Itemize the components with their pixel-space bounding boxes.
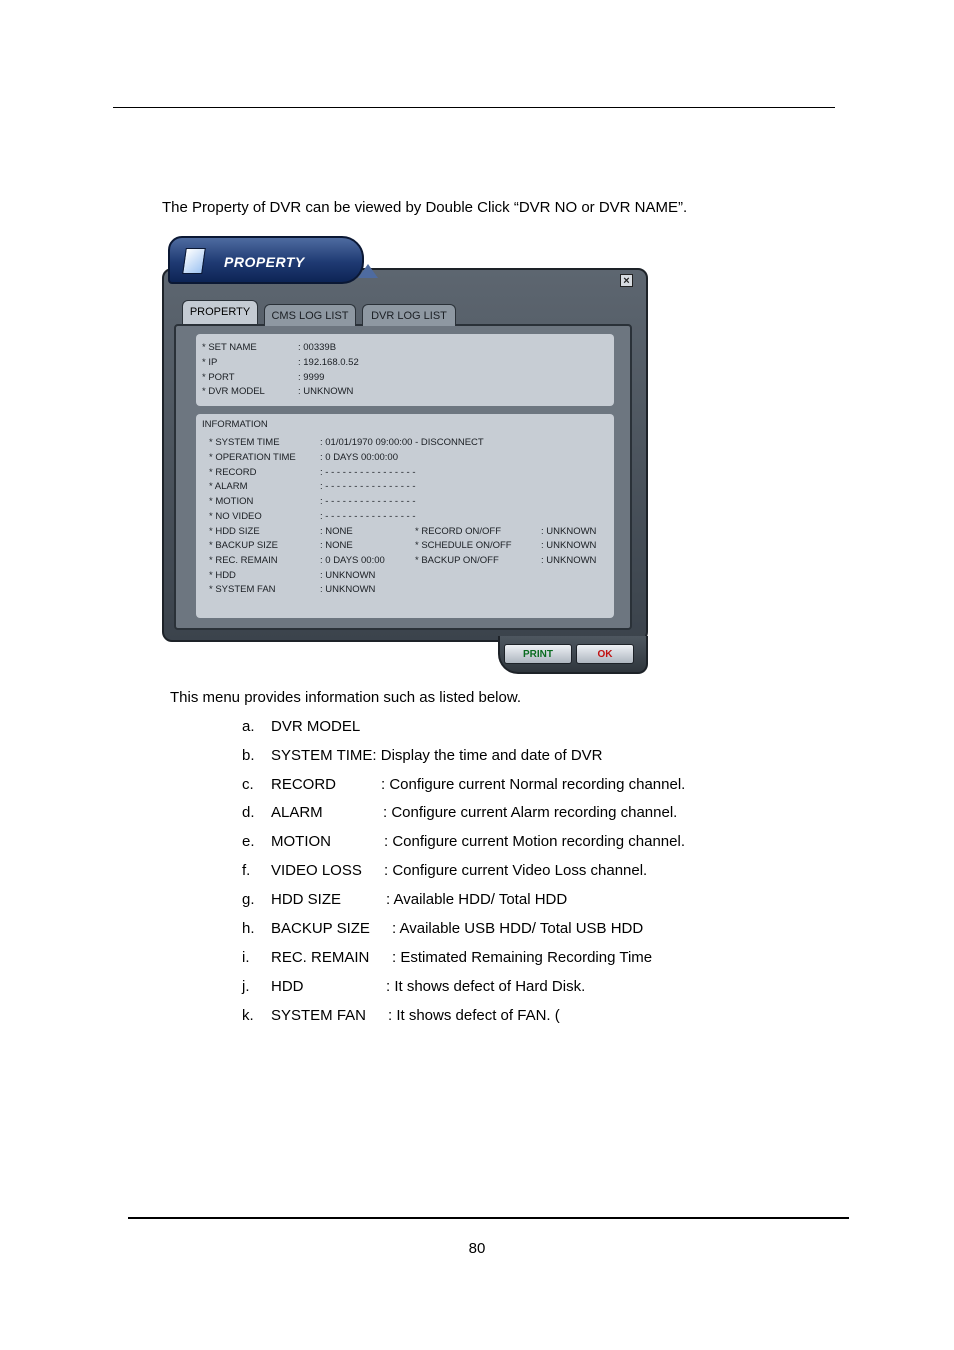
list-item-term: DVR MODEL: [271, 718, 361, 735]
record-value: : - - - - - - - - - - - - - - - -: [320, 467, 416, 478]
list-item-desc: : Estimated Remaining Recording Time: [392, 949, 653, 966]
schedule-onoff-label: * SCHEDULE ON/OFF: [415, 540, 512, 551]
intro-text: The Property of DVR can be viewed by Double Click “DVR NO or DVR NAME”.: [162, 199, 688, 216]
list-item-letter: e.: [242, 833, 255, 850]
list-item-desc: : Available HDD/ Total HDD: [386, 891, 568, 908]
backup-size-label: * BACKUP SIZE: [209, 540, 278, 551]
information-heading: INFORMATION: [202, 419, 268, 430]
list-item-letter: f.: [242, 862, 251, 879]
document-icon: [182, 248, 206, 274]
window-title-bar: [168, 236, 364, 284]
alarm-value: : - - - - - - - - - - - - - - - -: [320, 481, 416, 492]
set-name-value: : 00339B: [298, 342, 337, 353]
header-rule: [113, 107, 835, 108]
footer-rule: [128, 1217, 849, 1219]
system-time-value: : 01/01/1970 09:00:00 - DISCONNECT: [320, 437, 484, 448]
list-item: [0, 804, 954, 826]
motion-label: * MOTION: [209, 496, 254, 507]
list-item-desc: : It shows defect of FAN. (: [388, 1007, 560, 1024]
hdd-value: : UNKNOWN: [320, 570, 376, 581]
system-fan-label: * SYSTEM FAN: [209, 584, 276, 595]
schedule-onoff-value: : UNKNOWN: [541, 540, 597, 551]
list-item-term: MOTION: [271, 833, 331, 850]
list-item-term: REC. REMAIN: [271, 949, 370, 966]
window-title: PROPERTY: [224, 254, 305, 270]
tab-cms-log-list[interactable]: CMS LOG LIST: [264, 304, 356, 326]
list-item: [0, 949, 954, 971]
alarm-label: * ALARM: [209, 481, 248, 492]
operation-time-value: : 0 DAYS 00:00:00: [320, 452, 398, 463]
list-item-desc: : Available USB HDD/ Total USB HDD: [392, 920, 644, 937]
backup-onoff-label: * BACKUP ON/OFF: [415, 555, 499, 566]
hdd-label: * HDD: [209, 570, 236, 581]
tab-dvr-log-list[interactable]: DVR LOG LIST: [362, 304, 456, 326]
list-item-term: HDD: [271, 978, 304, 995]
list-item-letter: a.: [242, 718, 255, 735]
list-item: [0, 718, 954, 740]
dvr-model-value: : UNKNOWN: [298, 386, 354, 397]
list-item-desc: : Configure current Alarm recording channel.: [383, 804, 678, 821]
rec-remain-label: * REC. REMAIN: [209, 555, 278, 566]
operation-time-label: * OPERATION TIME: [209, 452, 296, 463]
close-button[interactable]: ×: [620, 274, 633, 287]
list-item-term: ALARM: [271, 804, 323, 821]
list-item-desc: : Configure current Video Loss channel.: [384, 862, 648, 879]
list-item-letter: h.: [242, 920, 255, 937]
list-item-term: BACKUP SIZE: [271, 920, 370, 937]
list-item: [0, 920, 954, 942]
menu-intro-text: This menu provides information such as listed below.: [170, 689, 522, 706]
list-item-letter: i.: [242, 949, 250, 966]
list-item-term: SYSTEM FAN: [271, 1007, 367, 1024]
list-item: [0, 833, 954, 855]
list-item-letter: g.: [242, 891, 255, 908]
ip-value: : 192.168.0.52: [298, 357, 359, 368]
list-item: [0, 747, 954, 769]
list-item: [0, 776, 954, 798]
list-item-term: VIDEO LOSS: [271, 862, 362, 879]
list-item-letter: c.: [242, 776, 254, 793]
port-value: : 9999: [298, 372, 325, 383]
property-window: [162, 236, 648, 674]
hdd-size-value: : NONE: [320, 526, 353, 537]
title-pointer-icon: [358, 264, 378, 278]
backup-size-value: : NONE: [320, 540, 353, 551]
record-label: * RECORD: [209, 467, 257, 478]
list-item: [0, 862, 954, 884]
system-time-label: * SYSTEM TIME: [209, 437, 280, 448]
motion-value: : - - - - - - - - - - - - - - - -: [320, 496, 416, 507]
backup-onoff-value: : UNKNOWN: [541, 555, 597, 566]
list-item-term: RECORD: [271, 776, 337, 793]
list-item-letter: j.: [242, 978, 250, 995]
record-onoff-label: * RECORD ON/OFF: [415, 526, 502, 537]
list-item-desc: : It shows defect of Hard Disk.: [386, 978, 586, 995]
ok-button[interactable]: OK: [576, 644, 634, 664]
port-label: * PORT: [202, 372, 235, 383]
tab-property[interactable]: PROPERTY: [182, 300, 258, 324]
dvr-model-label: * DVR MODEL: [202, 386, 265, 397]
rec-remain-value: : 0 DAYS 00:00: [320, 555, 385, 566]
list-item-desc: : Configure current Motion recording channel.: [384, 833, 685, 850]
list-item-letter: d.: [242, 804, 255, 821]
page-number: 80: [468, 1240, 486, 1257]
system-fan-value: : UNKNOWN: [320, 584, 376, 595]
ip-label: * IP: [202, 357, 218, 368]
list-item-term: HDD SIZE: [271, 891, 342, 908]
list-item-letter: b.: [242, 747, 255, 764]
no-video-value: : - - - - - - - - - - - - - - - -: [320, 511, 416, 522]
list-item: [0, 1007, 954, 1029]
list-item-letter: k.: [242, 1007, 254, 1024]
no-video-label: * NO VIDEO: [209, 511, 262, 522]
list-item: [0, 891, 954, 913]
list-item: [0, 978, 954, 1000]
list-item-desc: : Configure current Normal recording channel.: [381, 776, 686, 793]
hdd-size-label: * HDD SIZE: [209, 526, 260, 537]
record-onoff-value: : UNKNOWN: [541, 526, 597, 537]
print-button[interactable]: PRINT: [504, 644, 572, 664]
set-name-label: * SET NAME: [202, 342, 257, 353]
list-item-term: SYSTEM TIME: Display the time and date of DVR: [271, 747, 603, 764]
